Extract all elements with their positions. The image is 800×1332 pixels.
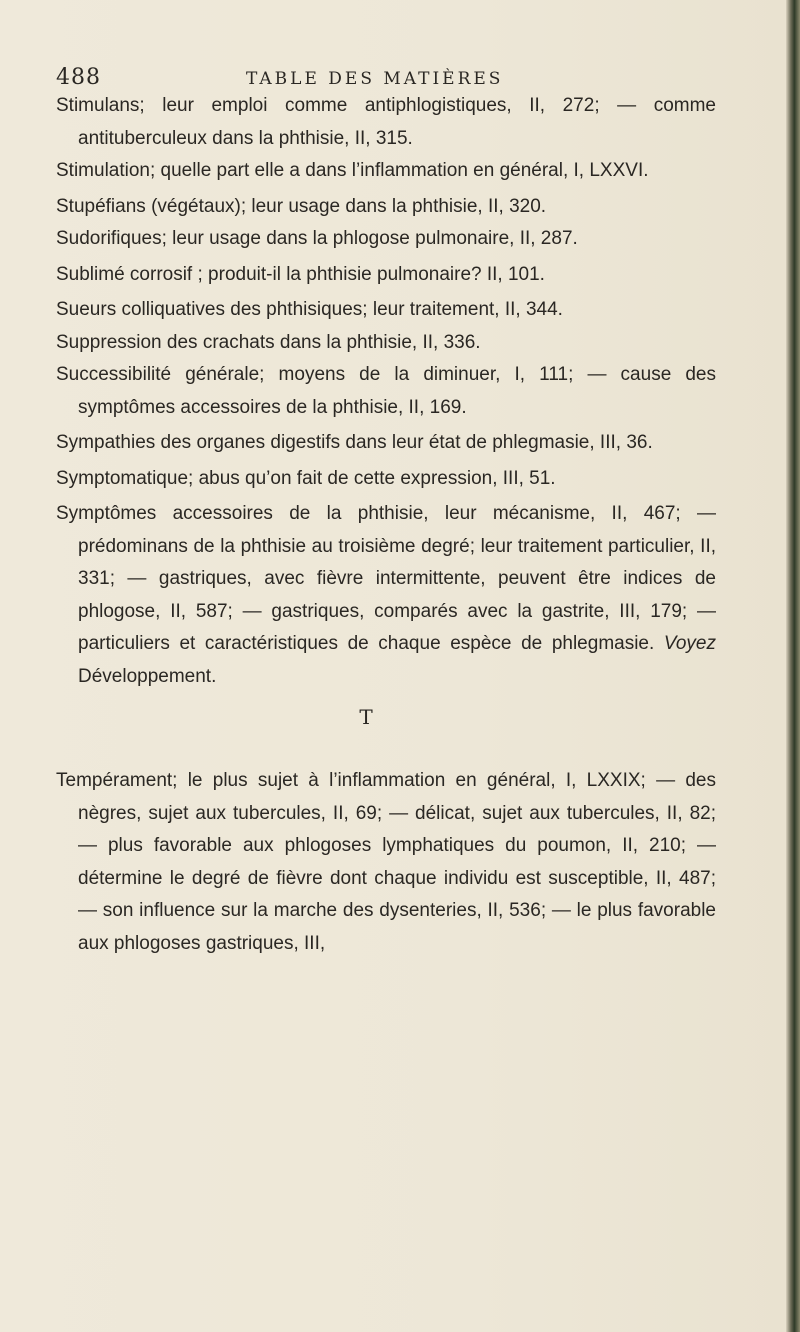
see-also-label: Voyez <box>663 633 716 654</box>
index-entry-suppression: Suppression des crachats dans la phthisie, II, 336. <box>56 331 481 353</box>
index-entry-successibilite: Successibilité générale; moyens de la diminuer, I, 111; — cause des symptômes accessoires de la phthisie, II, 169. <box>56 364 716 418</box>
see-also-target: Développement. <box>78 665 217 687</box>
index-entry-sympathies: Sympathies des organes digestifs dans leur état de phlegmasie, III, 36. <box>56 432 653 453</box>
index-entries <box>56 90 716 960</box>
index-entry-stupefians: Stupéfians (végétaux); leur usage dans la phthisie, II, 320. <box>56 195 547 217</box>
section-letter: T <box>359 705 373 729</box>
index-entry-stimulans: Stimulans; leur emploi comme antiphlogistiques, II, 272; — comme antituberculeux dans la phthisie, II, 315. <box>56 95 716 149</box>
index-entry-temperament: Tempérament; le plus sujet à l’inflammation en général, I, LXXIX; — des nègres, sujet aux tubercules, II, 69; — délicat, sujet aux tubercules, II, 82; — plus favorable aux phlogoses lymphatiques du poumon, II, 210; — détermine le degré de fièvre dont chaque individu est susceptible, II, 487; — son influence sur la marche des dysenteries, II, 536; — le plus favorable aux phlogoses gastriques, III, <box>56 770 716 954</box>
index-entry-symptomatique: Symptomatique; abus qu’on fait de cette expression, III, 51. <box>56 467 556 489</box>
index-entry-stimulation: Stimulation; quelle part elle a dans l’inflammation en général, I, LXXVI. <box>56 160 649 181</box>
index-entry-sudorifiques: Sudorifiques; leur usage dans la phlogose pulmonaire, II, 287. <box>56 228 578 249</box>
index-entry-sueurs: Sueurs colliquatives des phthisiques; leur traitement, II, 344. <box>56 299 563 320</box>
page-number: 488 <box>56 65 101 90</box>
running-title: TABLE DES MATIÈRES <box>246 69 504 89</box>
index-entry-symptomes <box>56 498 716 693</box>
index-entry-sublime-corrosif: Sublimé corrosif ; produit-il la phthisie pulmonaire? II, 101. <box>56 263 545 285</box>
index-entry-symptomes-text: Symptômes accessoires de la phthisie, leur mécanisme, II, 467; — prédominans de la phthisie au troisième degré; leur traitement particulier, II, 331; — gastriques, avec fièvre intermittente, peuvent être indices de phlogose, II, 587; — gastriques, comparés avec la gastrite, III, 179; — particuliers et caractéristiques de chaque espèce de phlegmasie. <box>56 503 716 654</box>
book-edge <box>786 0 800 1332</box>
